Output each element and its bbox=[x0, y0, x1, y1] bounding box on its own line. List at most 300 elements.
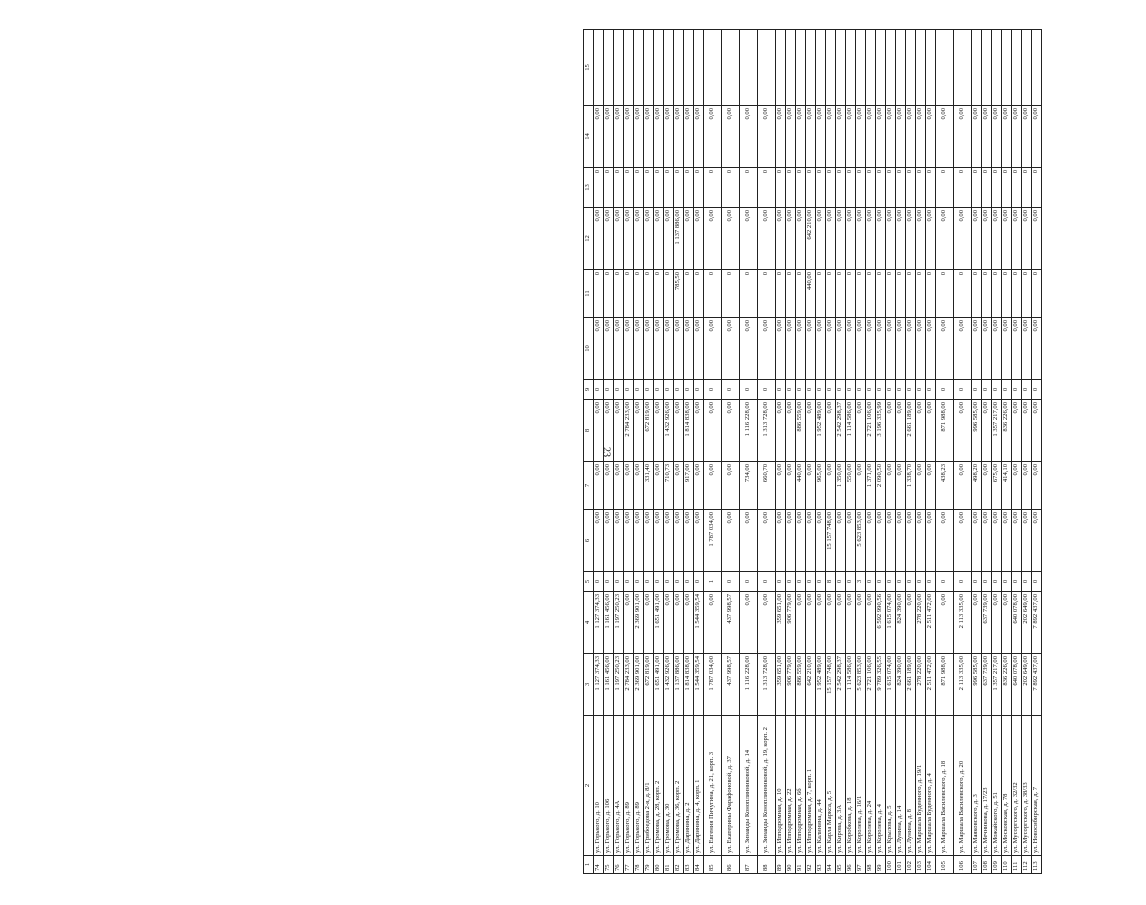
value-cell bbox=[654, 30, 664, 106]
value-cell: 3 196 335,99 bbox=[876, 400, 886, 462]
value-cell: 0 bbox=[982, 572, 992, 592]
value-cell: 0 bbox=[674, 380, 684, 400]
value-cell: 0,00 bbox=[634, 510, 644, 572]
value-cell: 0,00 bbox=[614, 510, 624, 572]
value-cell: 0 bbox=[982, 270, 992, 318]
address-cell: ул. Крылова, д. 5 bbox=[886, 716, 896, 856]
value-cell: 0,00 bbox=[1012, 318, 1022, 380]
row-number-cell: 110 bbox=[1002, 856, 1012, 874]
value-cell: 2 784 233,00 bbox=[624, 400, 634, 462]
value-cell: 0,00 bbox=[846, 106, 856, 168]
value-cell: 0,00 bbox=[664, 106, 674, 168]
value-cell: 0,00 bbox=[972, 318, 982, 380]
value-cell: 0,00 bbox=[1002, 318, 1012, 380]
value-cell: 0,00 bbox=[634, 462, 644, 510]
value-cell: 2 661 189,00 bbox=[906, 654, 916, 716]
value-cell: 0 bbox=[896, 572, 906, 592]
address-cell: ул. Горького, д. 10 bbox=[594, 716, 604, 856]
row-number-cell: 92 bbox=[806, 856, 816, 874]
value-cell bbox=[826, 30, 836, 106]
value-cell: 0,00 bbox=[654, 106, 664, 168]
value-cell: 0,00 bbox=[776, 510, 786, 572]
table-header bbox=[584, 30, 594, 874]
address-cell: ул. Ипподромная, д. 10 bbox=[776, 716, 786, 856]
value-cell: 886 559,00 bbox=[796, 400, 806, 462]
value-cell: 0,00 bbox=[786, 510, 796, 572]
value-cell: 0,00 bbox=[982, 510, 992, 572]
value-cell: 2 113 335,00 bbox=[954, 654, 972, 716]
value-cell: 0 bbox=[758, 168, 776, 208]
value-cell: 1 814 838,00 bbox=[684, 654, 694, 716]
value-cell: 8 bbox=[826, 572, 836, 592]
value-cell: 0,00 bbox=[704, 462, 722, 510]
value-cell: 0,00 bbox=[926, 462, 936, 510]
row-number-cell: 86 bbox=[722, 856, 740, 874]
table-row bbox=[866, 30, 876, 874]
value-cell: 0,00 bbox=[684, 510, 694, 572]
address-cell: ул. Лунина, д. 14 bbox=[896, 716, 906, 856]
value-cell: 0 bbox=[836, 168, 846, 208]
table-row bbox=[926, 30, 936, 874]
value-cell: 440,00 bbox=[796, 462, 806, 510]
value-cell bbox=[992, 30, 1002, 106]
table-row bbox=[1032, 30, 1042, 874]
value-cell: 0,00 bbox=[876, 106, 886, 168]
value-cell: 1 615 074,00 bbox=[886, 592, 896, 654]
value-cell: 0 bbox=[1032, 572, 1042, 592]
value-cell: 2 661 189,00 bbox=[906, 400, 916, 462]
value-cell: 0,00 bbox=[896, 318, 906, 380]
value-cell: 0 bbox=[594, 572, 604, 592]
value-cell: 0,00 bbox=[674, 592, 684, 654]
table-row bbox=[886, 30, 896, 874]
column-header-9: 9 bbox=[584, 380, 594, 400]
value-cell: 0,00 bbox=[796, 510, 806, 572]
value-cell: 0 bbox=[634, 380, 644, 400]
value-cell: 0,00 bbox=[654, 510, 664, 572]
value-cell: 15 157 748,00 bbox=[826, 510, 836, 572]
value-cell bbox=[776, 30, 786, 106]
value-cell bbox=[694, 30, 704, 106]
value-cell: 0,00 bbox=[1022, 318, 1032, 380]
table-row bbox=[826, 30, 836, 874]
table-row bbox=[936, 30, 954, 874]
value-cell: 0,00 bbox=[936, 318, 954, 380]
value-cell: 0 bbox=[664, 380, 674, 400]
value-cell: 0 bbox=[886, 168, 896, 208]
address-cell: ул. Ипподромная, д. 6б bbox=[796, 716, 806, 856]
value-cell: 0,00 bbox=[972, 510, 982, 572]
value-cell: 0,00 bbox=[1012, 462, 1022, 510]
value-cell: 0,00 bbox=[856, 208, 866, 270]
value-cell: 0,00 bbox=[972, 208, 982, 270]
value-cell: 498,20 bbox=[972, 462, 982, 510]
value-cell: 0 bbox=[654, 168, 664, 208]
value-cell: 0 bbox=[1012, 572, 1022, 592]
column-header-1: 1 bbox=[584, 856, 594, 874]
value-cell: 1 116 228,00 bbox=[740, 400, 758, 462]
value-cell: 0,00 bbox=[654, 318, 664, 380]
table-row bbox=[796, 30, 806, 874]
value-cell: 0,00 bbox=[786, 106, 796, 168]
address-cell: ул. Громова, д. 30 bbox=[664, 716, 674, 856]
value-cell: 0 bbox=[604, 380, 614, 400]
value-cell: 0,00 bbox=[982, 208, 992, 270]
value-cell: 0 bbox=[654, 572, 664, 592]
row-number-cell: 93 bbox=[816, 856, 826, 874]
value-cell: 1 544 359,54 bbox=[694, 592, 704, 654]
value-cell: 0,00 bbox=[1032, 400, 1042, 462]
value-cell: 0,00 bbox=[806, 510, 816, 572]
value-cell: 0 bbox=[826, 168, 836, 208]
value-cell: 0,00 bbox=[936, 510, 954, 572]
value-cell: 0,00 bbox=[954, 106, 972, 168]
value-cell: 0,00 bbox=[886, 400, 896, 462]
value-cell: 0 bbox=[806, 168, 816, 208]
value-cell: 0 bbox=[594, 270, 604, 318]
value-cell: 0 bbox=[644, 168, 654, 208]
table-row bbox=[674, 30, 684, 874]
value-cell: 0 bbox=[786, 572, 796, 592]
value-cell: 0,00 bbox=[704, 208, 722, 270]
value-cell: 0 bbox=[796, 270, 806, 318]
value-cell: 2 113 335,00 bbox=[954, 592, 972, 654]
value-cell: 0,00 bbox=[906, 106, 916, 168]
value-cell: 0 bbox=[674, 168, 684, 208]
address-cell: ул. Горького, д. 106 bbox=[604, 716, 614, 856]
value-cell: 0,00 bbox=[664, 208, 674, 270]
value-cell: 0,00 bbox=[694, 106, 704, 168]
value-cell: 0 bbox=[740, 572, 758, 592]
value-cell: 906 779,00 bbox=[786, 592, 796, 654]
value-cell: 7 892 437,00 bbox=[1032, 654, 1042, 716]
value-cell: 2 784 233,00 bbox=[624, 654, 634, 716]
value-cell: 0,00 bbox=[664, 510, 674, 572]
value-cell: 0 bbox=[954, 168, 972, 208]
value-cell: 0 bbox=[876, 270, 886, 318]
value-cell: 0,00 bbox=[722, 208, 740, 270]
value-cell: 0 bbox=[906, 572, 916, 592]
value-cell: 1 114 586,00 bbox=[846, 400, 856, 462]
value-cell: 0,00 bbox=[614, 208, 624, 270]
value-cell: 2 369 901,00 bbox=[634, 592, 644, 654]
value-cell: 0,00 bbox=[614, 106, 624, 168]
value-cell: 0,00 bbox=[896, 462, 906, 510]
value-cell: 0,00 bbox=[1032, 106, 1042, 168]
value-cell: 0 bbox=[704, 380, 722, 400]
address-cell: ул. Королева, д. 24 bbox=[866, 716, 876, 856]
value-cell: 0,00 bbox=[786, 462, 796, 510]
address-cell: ул. Екатерины Фарафоновой, д. 37 bbox=[722, 716, 740, 856]
column-header-14: 14 bbox=[584, 106, 594, 168]
value-cell: 2 511 472,00 bbox=[926, 654, 936, 716]
row-number-cell: 82 bbox=[674, 856, 684, 874]
value-cell: 0,00 bbox=[876, 510, 886, 572]
value-cell bbox=[644, 30, 654, 106]
value-cell: 0,00 bbox=[992, 592, 1002, 654]
row-number-cell: 74 bbox=[594, 856, 604, 874]
value-cell: 0 bbox=[634, 168, 644, 208]
page-number: 23 bbox=[600, 447, 612, 457]
address-cell: ул. Ипподромная, д. 22 bbox=[786, 716, 796, 856]
address-cell: ул. Можайского, д. 51 bbox=[992, 716, 1002, 856]
address-cell: ул. Кирова, д. 3А bbox=[836, 716, 846, 856]
row-number-cell: 81 bbox=[664, 856, 674, 874]
value-cell: 0 bbox=[926, 168, 936, 208]
value-cell: 0 bbox=[694, 572, 704, 592]
value-cell: 1 137 886,00 bbox=[674, 654, 684, 716]
value-cell: 0 bbox=[634, 270, 644, 318]
address-cell: ул. Горького, д. 89 bbox=[624, 716, 634, 856]
value-cell: 0,00 bbox=[972, 106, 982, 168]
address-cell: ул. Лунина, д. 8 bbox=[906, 716, 916, 856]
value-cell: 0,00 bbox=[664, 592, 674, 654]
address-cell: ул. Московская, д. 78 bbox=[1002, 716, 1012, 856]
value-cell: 2 542 298,37 bbox=[836, 400, 846, 462]
column-header-2: 2 bbox=[584, 716, 594, 856]
value-cell: 0 bbox=[664, 168, 674, 208]
value-cell: 1 313 728,00 bbox=[758, 654, 776, 716]
value-cell: 440,00 bbox=[806, 270, 816, 318]
value-cell: 0,00 bbox=[740, 208, 758, 270]
row-number-cell: 105 bbox=[936, 856, 954, 874]
value-cell: 1 651 491,00 bbox=[654, 592, 664, 654]
row-number-cell: 96 bbox=[846, 856, 856, 874]
value-cell: 0,00 bbox=[624, 462, 634, 510]
value-cell: 0,00 bbox=[604, 318, 614, 380]
value-cell bbox=[972, 30, 982, 106]
value-cell: 0 bbox=[816, 380, 826, 400]
value-cell: 710,73 bbox=[664, 462, 674, 510]
value-cell: 0 bbox=[816, 168, 826, 208]
value-cell: 1 338,70 bbox=[906, 462, 916, 510]
value-cell: 0 bbox=[674, 572, 684, 592]
value-cell: 0 bbox=[896, 270, 906, 318]
value-cell: 0 bbox=[624, 168, 634, 208]
value-cell: 0,00 bbox=[906, 592, 916, 654]
address-cell: ул. Евгения Пичугина, д. 21, корп. 3 bbox=[704, 716, 722, 856]
value-cell: 0,00 bbox=[694, 318, 704, 380]
value-cell: 0 bbox=[644, 270, 654, 318]
value-cell: 0 bbox=[806, 380, 816, 400]
table-row bbox=[876, 30, 886, 874]
address-cell: ул. Мусоргского, д. 32/32 bbox=[1012, 716, 1022, 856]
value-cell: 0,00 bbox=[654, 462, 664, 510]
value-cell: 0,00 bbox=[1022, 400, 1032, 462]
value-cell: 1 127 374,33 bbox=[594, 592, 604, 654]
value-cell: 0 bbox=[786, 270, 796, 318]
value-cell: 1 371,00 bbox=[866, 462, 876, 510]
value-cell: 0 bbox=[896, 168, 906, 208]
table-row bbox=[846, 30, 856, 874]
address-cell: ул. Королева, д. 4 bbox=[876, 716, 886, 856]
value-cell bbox=[664, 30, 674, 106]
value-cell: 637 739,00 bbox=[982, 654, 992, 716]
value-cell: 1 432 926,00 bbox=[664, 654, 674, 716]
value-cell: 0 bbox=[1002, 270, 1012, 318]
value-cell: 0 bbox=[796, 380, 806, 400]
row-number-cell: 95 bbox=[836, 856, 846, 874]
address-cell: ул. Мусоргского, д. 38/33 bbox=[1022, 716, 1032, 856]
value-cell: 0,00 bbox=[786, 208, 796, 270]
value-cell: 0,00 bbox=[1012, 208, 1022, 270]
value-cell: 0,00 bbox=[916, 106, 926, 168]
value-cell: 0,00 bbox=[604, 462, 614, 510]
value-cell: 0 bbox=[936, 380, 954, 400]
value-cell: 0 bbox=[722, 168, 740, 208]
value-cell: 0,00 bbox=[916, 208, 926, 270]
table-row bbox=[740, 30, 758, 874]
value-cell: 637 739,00 bbox=[982, 592, 992, 654]
value-cell: 0 bbox=[846, 380, 856, 400]
row-number-cell: 78 bbox=[634, 856, 644, 874]
row-number-cell: 79 bbox=[644, 856, 654, 874]
value-cell: 0,00 bbox=[796, 106, 806, 168]
value-cell: 0,00 bbox=[644, 208, 654, 270]
value-cell: 0,00 bbox=[826, 592, 836, 654]
column-header-10: 10 bbox=[584, 318, 594, 380]
row-number-cell: 109 bbox=[992, 856, 1002, 874]
value-cell: 0 bbox=[972, 168, 982, 208]
table-body bbox=[594, 30, 1042, 874]
value-cell: 675,00 bbox=[992, 462, 1002, 510]
value-cell: 0 bbox=[816, 572, 826, 592]
value-cell: 0 bbox=[954, 270, 972, 318]
value-cell: 0,00 bbox=[722, 106, 740, 168]
table-row bbox=[972, 30, 982, 874]
column-header-3: 3 bbox=[584, 654, 594, 716]
address-cell: ул. Маршала Буденного, д. 4 bbox=[926, 716, 936, 856]
value-cell: 0,00 bbox=[906, 208, 916, 270]
table-row bbox=[856, 30, 866, 874]
value-cell bbox=[896, 30, 906, 106]
value-cell: 0,00 bbox=[776, 400, 786, 462]
value-cell: 0 bbox=[1012, 270, 1022, 318]
value-cell: 0 bbox=[694, 380, 704, 400]
row-number-cell: 88 bbox=[758, 856, 776, 874]
value-cell: 1 114 586,00 bbox=[846, 654, 856, 716]
value-cell: 0 bbox=[982, 168, 992, 208]
value-cell: 0,00 bbox=[594, 208, 604, 270]
table-row bbox=[604, 30, 614, 874]
value-cell: 0,00 bbox=[704, 592, 722, 654]
value-cell: 0,00 bbox=[836, 510, 846, 572]
value-cell: 0,00 bbox=[796, 318, 806, 380]
value-cell: 0,00 bbox=[786, 400, 796, 462]
value-cell: 0 bbox=[786, 380, 796, 400]
row-number-cell: 100 bbox=[886, 856, 896, 874]
value-cell: 0,00 bbox=[1032, 462, 1042, 510]
address-cell: ул. Горького, д. 89 bbox=[634, 716, 644, 856]
address-cell: ул. Даринина, д. 2 bbox=[684, 716, 694, 856]
row-number-cell: 101 bbox=[896, 856, 906, 874]
value-cell: 0,00 bbox=[740, 106, 758, 168]
value-cell: 0,00 bbox=[722, 318, 740, 380]
value-cell: 0 bbox=[896, 380, 906, 400]
address-cell: ул. Грибоедова 2-я, д. 8/1 bbox=[644, 716, 654, 856]
column-header-6: 6 bbox=[584, 510, 594, 572]
column-header-4: 4 bbox=[584, 592, 594, 654]
value-cell bbox=[1032, 30, 1042, 106]
value-cell: 0,00 bbox=[886, 462, 896, 510]
value-cell: 0,00 bbox=[796, 208, 806, 270]
repair-register-table bbox=[583, 29, 1042, 874]
value-cell: 0 bbox=[1022, 270, 1032, 318]
value-cell: 0,00 bbox=[826, 318, 836, 380]
value-cell: 0 bbox=[846, 270, 856, 318]
value-cell: 672 819,00 bbox=[644, 400, 654, 462]
value-cell: 0,00 bbox=[674, 400, 684, 462]
value-cell: 0 bbox=[722, 572, 740, 592]
value-cell bbox=[886, 30, 896, 106]
value-cell: 0,00 bbox=[896, 208, 906, 270]
row-number-cell: 102 bbox=[906, 856, 916, 874]
value-cell: 1 952 489,00 bbox=[816, 654, 826, 716]
column-header-7: 7 bbox=[584, 462, 594, 510]
value-cell: 0 bbox=[654, 270, 664, 318]
value-cell: 0,00 bbox=[694, 462, 704, 510]
value-cell bbox=[806, 30, 816, 106]
row-number-cell: 76 bbox=[614, 856, 624, 874]
value-cell: 0,00 bbox=[684, 592, 694, 654]
value-cell: 0 bbox=[954, 572, 972, 592]
value-cell: 0,00 bbox=[856, 592, 866, 654]
column-header-12: 12 bbox=[584, 208, 594, 270]
value-cell: 0,00 bbox=[886, 510, 896, 572]
value-cell: 0,00 bbox=[1022, 208, 1032, 270]
value-cell: 0 bbox=[776, 380, 786, 400]
value-cell: 0,00 bbox=[926, 400, 936, 462]
value-cell: 15 157 748,00 bbox=[826, 654, 836, 716]
column-header-15: 15 bbox=[584, 30, 594, 106]
value-cell: 836 226,00 bbox=[1002, 654, 1012, 716]
value-cell: 2 090,50 bbox=[876, 462, 886, 510]
value-cell: 0,00 bbox=[674, 318, 684, 380]
value-cell: 9 789 326,55 bbox=[876, 654, 886, 716]
value-cell: 0,00 bbox=[604, 208, 614, 270]
value-cell: 0 bbox=[758, 572, 776, 592]
value-cell: 0 bbox=[856, 380, 866, 400]
value-cell bbox=[758, 30, 776, 106]
value-cell: 0,00 bbox=[1032, 318, 1042, 380]
value-cell: 0,00 bbox=[856, 400, 866, 462]
table-row bbox=[694, 30, 704, 874]
value-cell: 0,00 bbox=[1012, 400, 1022, 462]
value-cell: 0,00 bbox=[604, 510, 614, 572]
value-cell: 0 bbox=[936, 168, 954, 208]
value-cell: 0,00 bbox=[1012, 106, 1022, 168]
value-cell: 0,00 bbox=[936, 208, 954, 270]
value-cell: 0,00 bbox=[836, 208, 846, 270]
value-cell: 871 988,00 bbox=[936, 400, 954, 462]
value-cell: 0 bbox=[846, 168, 856, 208]
value-cell: 0,00 bbox=[624, 106, 634, 168]
value-cell: 0 bbox=[758, 380, 776, 400]
value-cell: 0,00 bbox=[776, 106, 786, 168]
table-row bbox=[654, 30, 664, 874]
value-cell: 550,00 bbox=[846, 462, 856, 510]
value-cell: 0 bbox=[856, 270, 866, 318]
value-cell: 0,00 bbox=[644, 318, 654, 380]
table-row bbox=[896, 30, 906, 874]
value-cell: 0 bbox=[776, 168, 786, 208]
value-cell: 0 bbox=[644, 572, 654, 592]
address-cell: ул. Даринина, д. 4, корп. 1 bbox=[694, 716, 704, 856]
value-cell: 1 161 456,00 bbox=[604, 654, 614, 716]
value-cell: 0 bbox=[936, 572, 954, 592]
value-cell: 0 bbox=[886, 572, 896, 592]
row-number-cell: 113 bbox=[1032, 856, 1042, 874]
